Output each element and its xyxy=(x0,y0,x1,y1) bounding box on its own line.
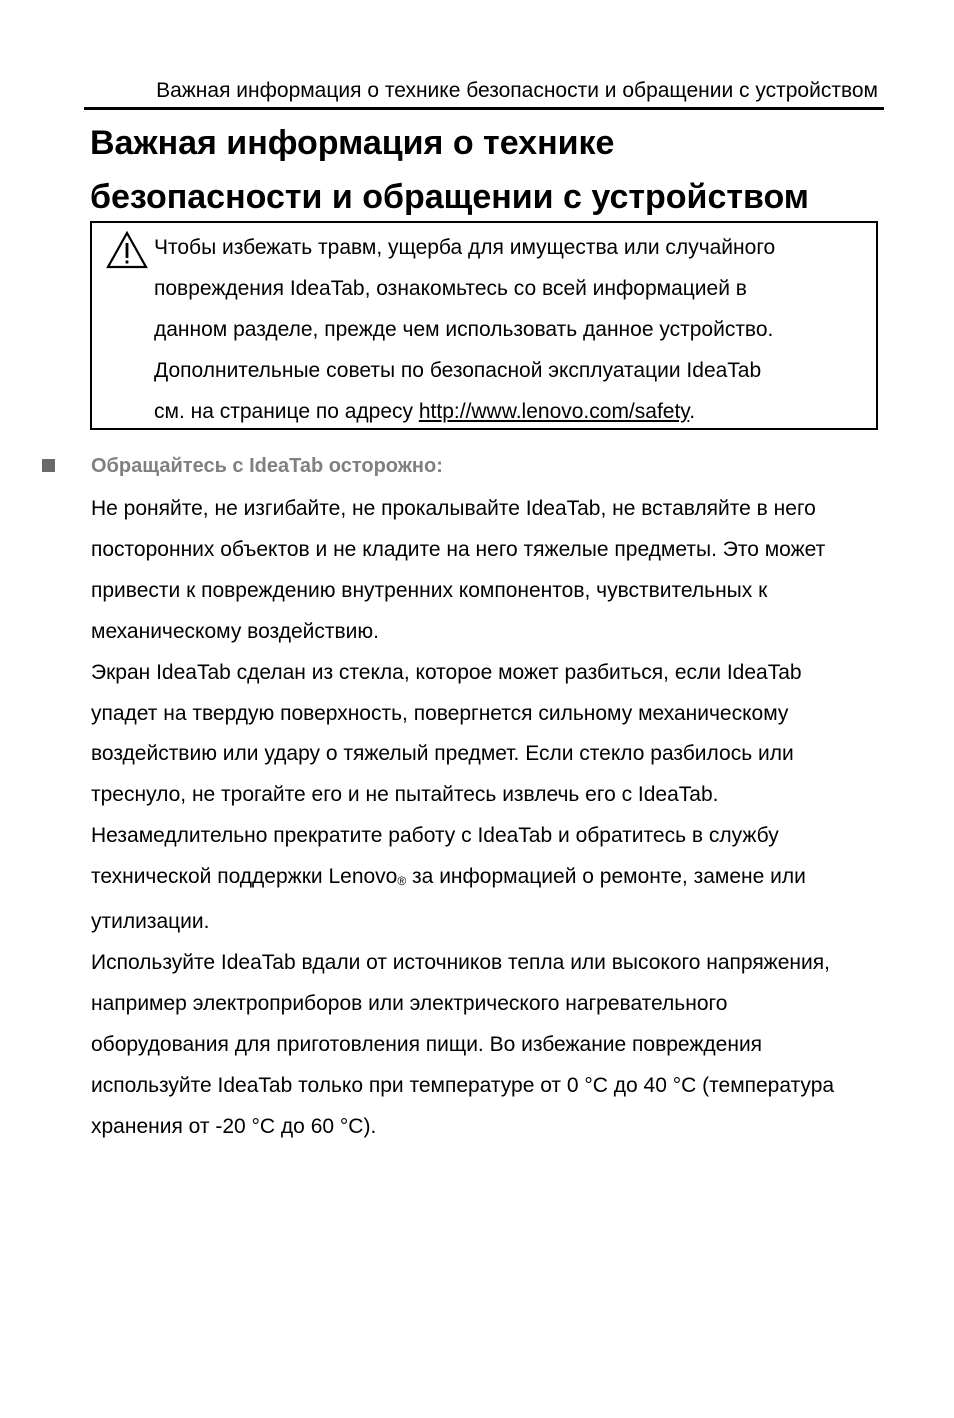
warning-line: повреждения IdeaTab, ознакомьтесь со всей информацией в xyxy=(154,277,747,300)
body-line: воздействию или удару о тяжелый предмет. Если стекло разбилось или xyxy=(91,742,794,766)
body-line: упадет на твердую поверхность, повергнется сильному механическому xyxy=(91,701,789,725)
body-line: Экран IdeaTab сделан из стекла, которое может разбиться, если IdeaTab xyxy=(91,660,802,684)
section-body xyxy=(91,489,891,1148)
brand-prefix: технической поддержки Lenovo xyxy=(91,865,398,889)
body-line-brand xyxy=(91,857,891,902)
section-heading: Обращайтесь с IdeaTab осторожно: xyxy=(91,455,443,477)
registered-mark: ® xyxy=(397,874,407,889)
body-line: привести к повреждению внутренних компонентов, чувствительных к xyxy=(91,578,768,602)
body-line: утилизации. xyxy=(91,910,210,934)
page-title-line-2: безопасности и обращении с устройством xyxy=(90,178,809,216)
body-line: Незамедлительно прекратите работу с IdeaTab и обратитесь в службу xyxy=(91,824,779,848)
body-line: хранения от -20 °C до 60 °C). xyxy=(91,1114,377,1138)
body-line: например электроприборов или электрического нагревательного xyxy=(91,991,728,1015)
body-line: механическому воздействию. xyxy=(91,619,379,643)
warning-text xyxy=(154,227,869,432)
page-title xyxy=(90,116,890,224)
body-line: треснуло, не трогайте его и не пытайтесь извлечь его с IdeaTab. xyxy=(91,783,719,807)
body-line: Не роняйте, не изгибайте, не прокалывайте IdeaTab, не вставляйте в него xyxy=(91,497,816,520)
warning-link-suffix: . xyxy=(689,400,696,423)
running-header xyxy=(84,76,884,110)
warning-line: Дополнительные советы по безопасной эксплуатации IdeaTab xyxy=(154,359,762,382)
running-header-text: Важная информация о технике безопасности и обращении с устройством xyxy=(156,79,878,102)
body-line: оборудования для приготовления пищи. Во избежание повреждения xyxy=(91,1032,763,1056)
warning-box xyxy=(90,221,878,430)
warning-triangle-icon xyxy=(106,231,148,269)
brand-suffix: за информацией о ремонте, замене или xyxy=(406,865,806,889)
body-line: Используйте IdeaTab вдали от источников тепла или высокого напряжения, xyxy=(91,950,830,974)
warning-line: данном разделе, прежде чем использовать данное устройство. xyxy=(154,318,774,341)
warning-line-last xyxy=(154,391,869,432)
warning-link-prefix: см. на странице по адресу xyxy=(154,400,419,423)
safety-link[interactable]: http://www.lenovo.com/safety xyxy=(418,400,690,423)
page-title-line-1: Важная информация о технике xyxy=(90,124,615,162)
square-bullet-icon xyxy=(42,459,55,472)
body-line: используйте IdeaTab только при температуре от 0 °C до 40 °C (температура xyxy=(91,1073,835,1097)
warning-line: Чтобы избежать травм, ущерба для имущества или случайного xyxy=(154,236,776,259)
body-line: посторонних объектов и не кладите на него тяжелые предметы. Это может xyxy=(91,537,826,561)
